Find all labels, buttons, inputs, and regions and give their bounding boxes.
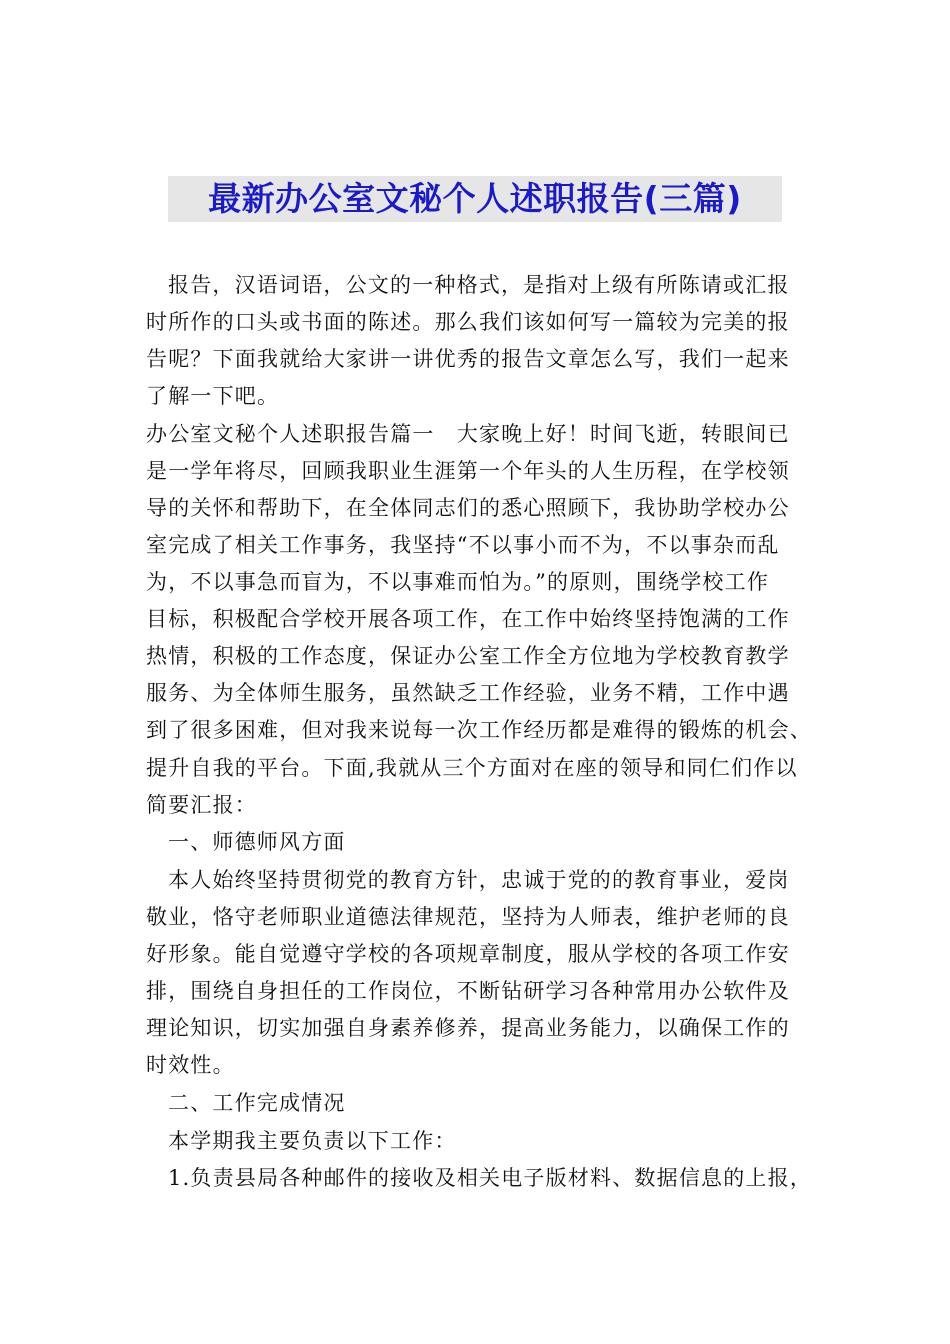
paragraph-line: 办公室文秘个人述职报告篇一 大家晚上好！时间飞逝，转眼间已 [146, 422, 790, 446]
paragraph-line: 理论知识，切实加强自身素养修养，提高业务能力，以确保工作的 [146, 1016, 790, 1040]
paragraph-line: 到了很多困难，但对我来说每一次工作经历都是难得的锻炼的机会、 [146, 718, 812, 742]
paragraph-line: 敬业，恪守老师职业道德法律规范，坚持为人师表，维护老师的良 [146, 905, 790, 929]
paragraph-line: 服务、为全体师生服务，虽然缺乏工作经验，业务不精，工作中遇 [146, 681, 790, 705]
list-item: 1.负责县局各种邮件的接收及相关电子版材料、数据信息的上报， [168, 1166, 813, 1190]
paragraph-line: 提升自我的平台。下面,我就从三个方面对在座的领导和同仁们作以 [146, 756, 798, 780]
paragraph-line: 为，不以事急而盲为，不以事难而怕为。”的原则，围绕学校工作 [146, 570, 770, 594]
paragraph-line: 导的关怀和帮助下，在全体同志们的悉心照顾下，我协助学校办公 [146, 496, 790, 520]
paragraph-line: 告呢？下面我就给大家讲一讲优秀的报告文章怎么写，我们一起来 [146, 347, 790, 371]
document-title: 最新办公室文秘个人述职报告(三篇) [208, 179, 742, 218]
section-heading: 一、师德师风方面 [168, 830, 346, 854]
paragraph-line: 是一学年将尽，回顾我职业生涯第一个年头的人生历程，在学校领 [146, 459, 790, 483]
title-highlight [168, 176, 782, 222]
paragraph-line: 室完成了相关工作事务，我坚持“不以事小而不为，不以事杂而乱 [146, 533, 780, 557]
paragraph-line: 本学期我主要负责以下工作： [168, 1129, 457, 1153]
paragraph-line: 热情，积极的工作态度，保证办公室工作全方位地为学校教育教学 [146, 644, 790, 668]
paragraph-line: 简要汇报： [146, 793, 257, 817]
paragraph-line: 时所作的口头或书面的陈述。那么我们该如何写一篇较为完美的报 [146, 310, 790, 334]
paragraph-line: 目标，积极配合学校开展各项工作，在工作中始终坚持饱满的工作 [146, 607, 790, 631]
paragraph-line: 报告，汉语词语，公文的一种格式，是指对上级有所陈请或汇报 [168, 273, 790, 297]
paragraph-line: 时效性。 [146, 1053, 235, 1077]
section-heading: 二、工作完成情况 [168, 1091, 346, 1115]
paragraph-line: 本人始终坚持贯彻党的教育方针，忠诚于党的的教育事业，爱岗 [168, 868, 790, 892]
paragraph-line: 好形象。能自觉遵守学校的各项规章制度，服从学校的各项工作安 [146, 942, 790, 966]
paragraph-line: 了解一下吧。 [146, 384, 280, 408]
paragraph-line: 排，围绕自身担任的工作岗位，不断钻研学习各种常用办公软件及 [146, 979, 790, 1003]
